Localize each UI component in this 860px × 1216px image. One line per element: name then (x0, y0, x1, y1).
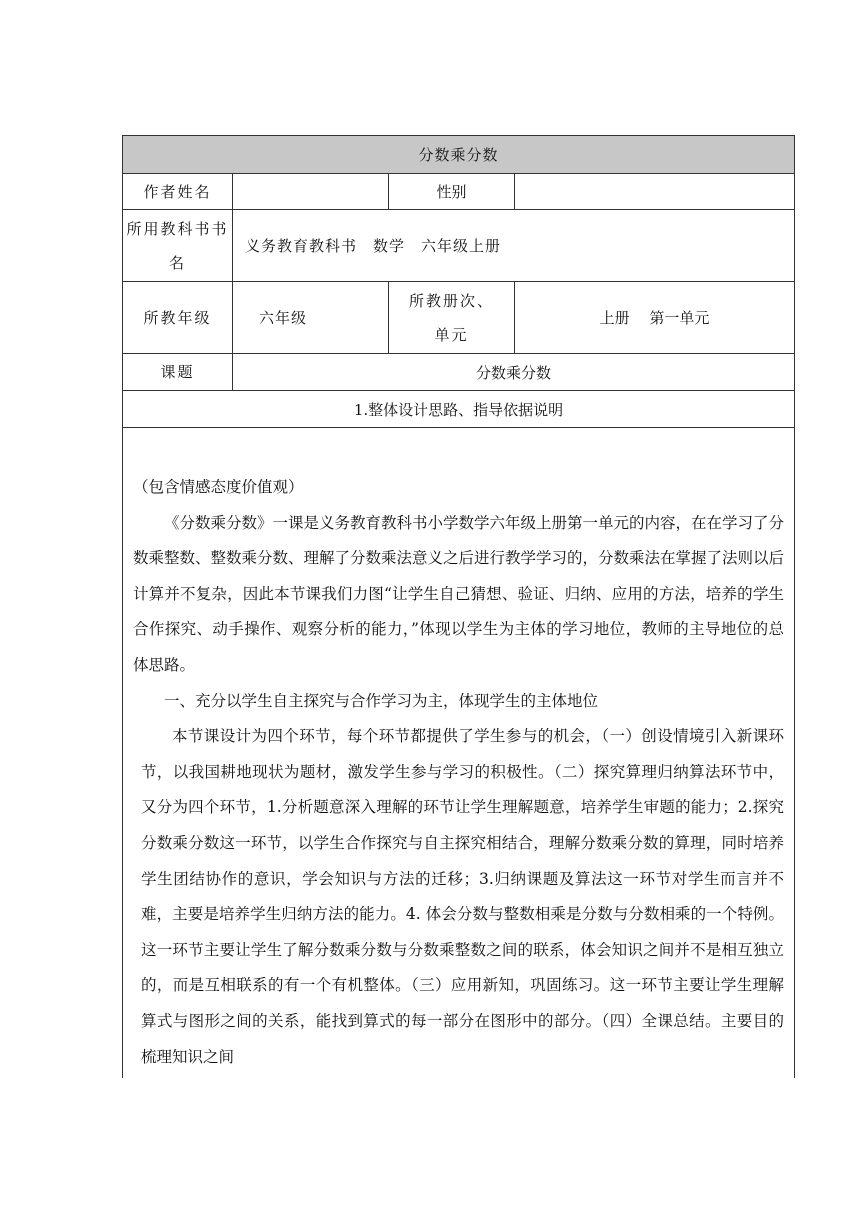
lesson-plan-page (122, 135, 794, 1078)
heading-section-one: 一、充分以学生自主探究与合作学习为主，体现学生的主体地位 (164, 691, 599, 710)
author-value[interactable] (233, 174, 389, 210)
topic-row (123, 354, 795, 391)
section-row (123, 391, 795, 428)
title-row (123, 136, 795, 174)
textbook-label: 所用教科书书名 (123, 210, 233, 282)
body-row (123, 428, 795, 1079)
author-row (123, 174, 795, 210)
gender-label: 性别 (389, 174, 515, 210)
textbook-value: 义务教育教科书 数学 六年级上册 (233, 210, 795, 282)
gender-value[interactable] (515, 174, 795, 210)
body-content (123, 428, 794, 1075)
grade-value: 六年级 (233, 282, 389, 354)
section-heading: 1.整体设计思路、指导依据说明 (123, 391, 795, 428)
paragraph-intro: 《分数乘分数》一课是义务教育教科书小学数学六年级上册第一单元的内容，在在学习了分数乘整数、整数乘分数、理解了分数乘法意义之后进行教学学习的，分数乘法在掌握了法则以后计算并不复杂，因此本节课我们力图“让学生自己猜想、验证、归纳、应用的方法，培养的学生合作探究、动手操作、观察分析的能力，”体现以学生为主体的学习地位，教师的主导地位的总体思路。 (133, 513, 785, 674)
grade-row (123, 282, 795, 354)
grade-label: 所教年级 (123, 282, 233, 354)
paragraph-design: 本节课设计为四个环节，每个环节都提供了学生参与的机会，（一）创设情境引入新课环节，以我国耕地现状为题材，激发学生参与学习的积极性。（二）探究算理归纳算法环节中，又分为四个环节，1.分析题意深入理解的环节让学生理解题意，培养学生审题的能力；2.探究分数乘分数这一环节，以学生合作探究与自主探究相结合，理解分数乘分数的算理，同时培养学生团结协作的意识，学会知识与方法的迁移；3.归纳课题及算法这一环节对学生而言并不难，主要是培养学生归纳方法的能力。4. 体会分数与整数相乘是分数与分数相乘的一个特例。这一环节主要让学生了解分数乘分数与分数乘整数之间的联系，体会知识之间并不是相互独立的，而是互相联系的有一个有机整体。（三）应用新知，巩固练习。这一环节主要让学生理解算式与图形之间的关系，能找到算式的每一部分在图形中的部分。（四）全课总结。主要目的梳理知识之间 (141, 727, 785, 1066)
table-title: 分数乘分数 (123, 136, 795, 174)
topic-label: 课题 (123, 354, 233, 391)
topic-value: 分数乘分数 (233, 354, 795, 391)
textbook-row (123, 210, 795, 282)
author-label: 作者姓名 (123, 174, 233, 210)
values-note: （包含情感态度价值观） (133, 478, 304, 496)
volume-value: 上册 第一单元 (515, 282, 795, 354)
body-cell (123, 428, 795, 1079)
volume-label: 所教册次、单元 (389, 282, 515, 354)
lesson-plan-table (122, 135, 795, 1078)
